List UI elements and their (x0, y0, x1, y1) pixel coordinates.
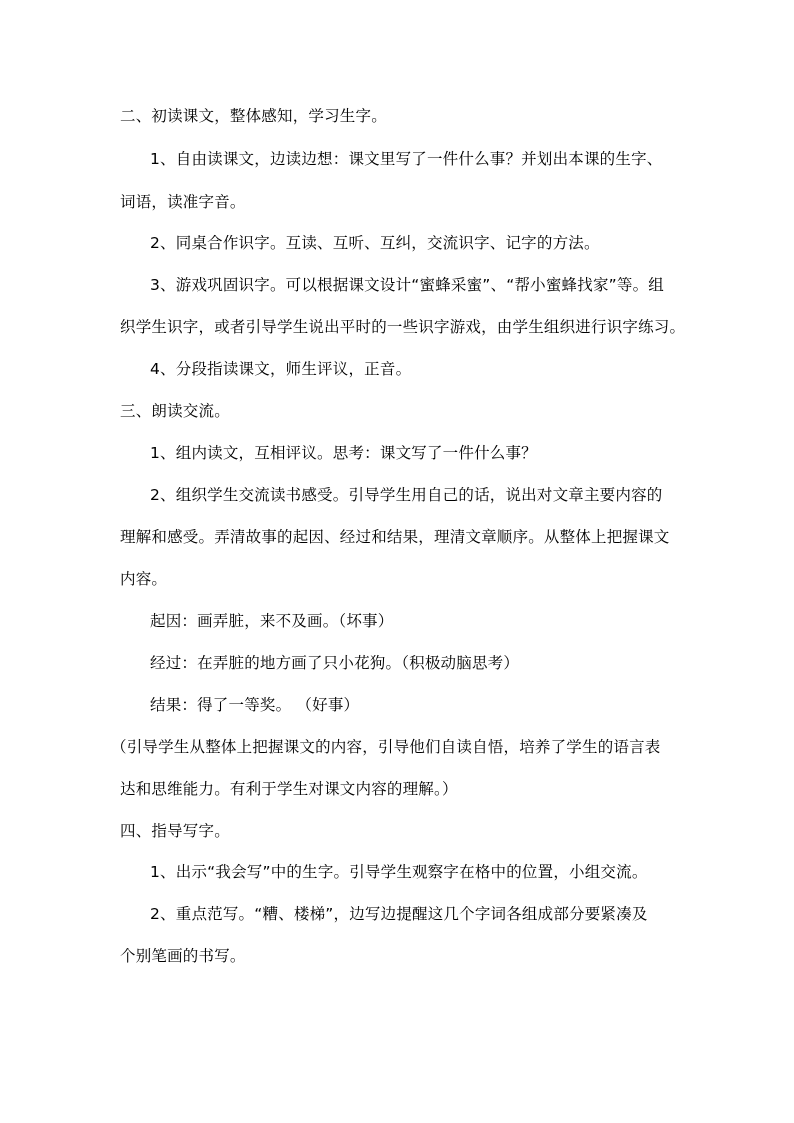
paragraph-line: 个别笔画的书写。 (120, 947, 246, 965)
paragraph-line: 理解和感受。弄清故事的起因、经过和结果，理清文章顺序。从整体上把握课文 (120, 528, 670, 546)
section-heading-reading-exchange: 三、朗读交流。 (120, 402, 230, 420)
paragraph-line: 1、出示“我会写”中的生字。引导学生观察字在格中的位置，小组交流。 (150, 863, 648, 881)
paragraph-line: 达和思维能力。有利于学生对课文内容的理解。） (120, 780, 458, 798)
paragraph-line: 2、组织学生交流读书感受。引导学生用自己的话，说出对文章主要内容的 (150, 486, 663, 504)
paragraph-line: 起因：画弄脏，来不及画。（坏事） (150, 612, 394, 630)
paragraph-line: 内容。 (120, 570, 168, 588)
paragraph-line: 1、组内读文，互相评议。思考：课文写了一件什么事？ (150, 444, 537, 462)
section-heading-writing-guidance: 四、指导写字。 (120, 822, 230, 840)
paragraph-line: 2、重点范写。“糟、楼梯”，边写边提醒这几个字词各组成部分要紧凑及 (150, 905, 648, 923)
paragraph-line: 织学生识字，或者引导学生说出平时的一些识字游戏，由学生组织进行识字练习。 (120, 318, 686, 336)
paragraph-line: 1、自由读课文，边读边想：课文里写了一件什么事？并划出本课的生字、 (150, 150, 663, 168)
paragraph-line: 4、分段指读课文，师生评议，正音。 (150, 360, 412, 378)
paragraph-line: 结果：得了一等奖。 （好事） (150, 696, 360, 714)
paragraph-line: 经过：在弄脏的地方画了只小花狗。（积极动脑思考） (150, 654, 520, 672)
paragraph-line: （引导学生从整体上把握课文的内容，引导他们自读自悟，培养了学生的语言表 (111, 738, 661, 756)
paragraph-line: 2、同桌合作识字。互读、互听、互纠，交流识字、记字的方法。 (150, 234, 600, 252)
section-heading-initial-reading: 二、初读课文，整体感知，学习生字。 (120, 107, 387, 125)
paragraph-line: 词语，读准字音。 (120, 193, 246, 211)
paragraph-line: 3、游戏巩固识字。可以根据课文设计“蜜蜂采蜜”、“帮小蜜蜂找家”等。组 (150, 276, 664, 294)
